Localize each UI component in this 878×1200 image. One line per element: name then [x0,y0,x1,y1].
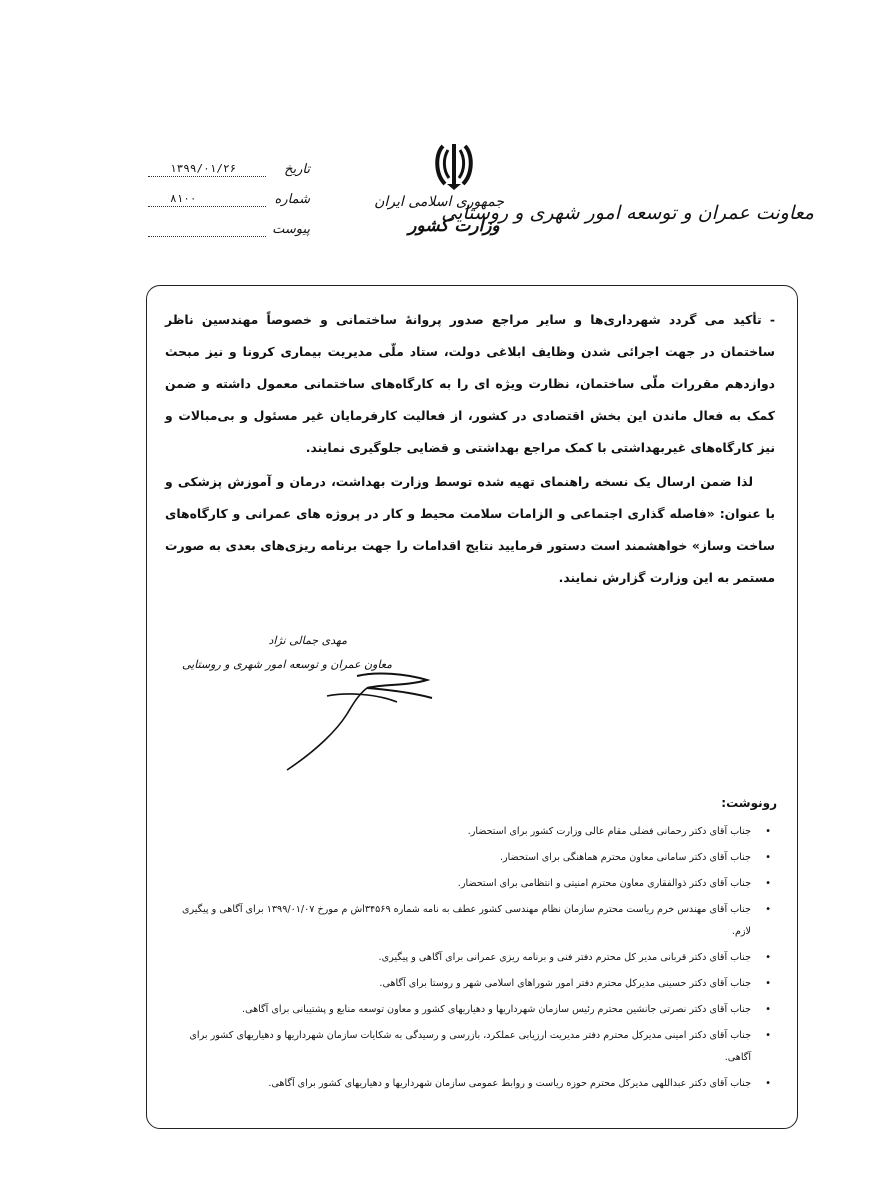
body-paragraph-2: لذا ضمن ارسال یک نسخه راهنمای تهیه شده توسط وزارت بهداشت، درمان و آموزش پزشکی و با عنوان: «فاصله گذاری اجتماعی و الزامات سلامت محیط و کار در پروژه های عمرانی و کارگاه‌های ساخت وساز» خواهشمند است دستور فرمایید نتایج اقدامات را جهت برنامه ریزی‌های بعدی به صورت مستمر به این وزارت گزارش نمایند. [165,474,775,585]
cc-item [167,847,777,869]
attachment-label: پیوست [272,222,310,237]
cc-item [167,1073,777,1095]
iran-emblem-icon [431,140,477,192]
cc-item [167,873,777,895]
cc-heading: رونوشت: [721,796,777,810]
cc-item-text: جناب آقای دکتر سامانی معاون محترم هماهنگی برای استحضار. [499,852,751,863]
bullet-icon: • [765,1078,771,1089]
letterhead [0,140,878,280]
number-row [140,192,310,222]
date-row [140,162,310,192]
cc-item [167,999,777,1021]
letter-body-frame [146,285,798,1129]
attachment-dots [148,236,266,237]
attachment-row [140,222,310,252]
republic-name: جمهوری اسلامی ایران [374,194,504,210]
bullet-icon: • [765,1004,771,1015]
signatory-name: مهدی جمالی نژاد [268,634,347,647]
number-dots [148,206,266,207]
cc-list [167,821,777,1099]
date-label: تاریخ [284,162,310,177]
cc-item-text: جناب آقای مهندس خرم ریاست محترم سازمان نظام مهندسی کشور عطف به نامه شماره ۳۴۵۶۹اش م مورخ ۱۳۹۹/۰۱/۰۷ برای آگاهی و پیگیری لازم. [181,904,751,937]
cc-item-text: جناب آقای دکتر قربانی مدیر کل محترم دفتر فنی و برنامه ریزی عمرانی برای آگاهی و پیگیری. [378,952,751,963]
cc-item [167,821,777,843]
cc-item-text: جناب آقای دکتر ذوالفقاری معاون محترم امنیتی و انتظامی برای استحضار. [457,878,751,889]
cc-item-text: جناب آقای دکتر نصرتی جانشین محترم رئیس سازمان شهرداریها و دهیاریهای کشور و معاون توسعه منابع و پشتیبانی برای آگاهی. [242,1004,751,1015]
emblem-block [374,140,504,236]
bullet-icon: • [765,952,771,963]
handwritten-signature-icon [207,666,467,786]
bullet-icon: • [765,826,771,837]
date-value: ۱۳۹۹/۰۱/۲۶ [170,162,237,175]
cc-item-text: جناب آقای دکتر امینی مدیرکل محترم دفتر مدیریت ارزیابی عملکرد، بازرسی و رسیدگی به شکایات سازمان شهرداریها و دهیاریهای کشور برای آگاهی. [189,1030,751,1063]
date-dots [148,176,266,177]
cc-item [167,973,777,995]
bullet-icon: • [765,852,771,863]
bullet-icon: • [765,904,771,915]
cc-item-text: جناب آقای دکتر رحمانی فضلی مقام عالی وزارت کشور برای استحضار. [467,826,751,837]
signatory-title: معاون عمران و توسعه امور شهری و روستایی [182,658,392,671]
number-label: شماره [274,192,310,207]
deputy-title: معاونت عمران و توسعه امور شهری و روستایی [441,202,814,224]
ministry-name: وزارت کشور [408,216,500,236]
number-value: ۸۱۰۰ [170,192,197,205]
cc-item [167,947,777,969]
bullet-icon: • [765,878,771,889]
body-paragraph-1: - تأکید می گردد شهرداری‌ها و سایر مراجع صدور پروانهٔ ساختمانی و خصوصاً مهندسین ناظر ساختمان در جهت اجرائی شدن وظایف ابلاغی دولت، ستاد ملّی مدیریت بیماری کرونا و نیز مبحث دوازدهم مقررات ملّی ساختمان، نظارت ویژه ای را به کارگاه‌های ساختمانی معمول داشته و ضمن کمک به فعال ماندن این بخش اقتصادی در کشور، از فعالیت کارفرمایان غیر مسئول و بی‌مبالات و نیز کارگاه‌های غیربهداشتی با کمک مراجع بهداشتی و قضایی جلوگیری نمایند. [165,312,775,455]
cc-item [167,899,777,943]
cc-item [167,1025,777,1069]
cc-item-text: جناب آقای دکتر عبداللهی مدیرکل محترم حوزه ریاست و روابط عمومی سازمان شهرداریها و دهیاریهای کشور برای آگاهی. [268,1078,751,1089]
bullet-icon: • [765,978,771,989]
letter-meta [140,162,310,252]
bullet-icon: • [765,1030,771,1041]
cc-item-text: جناب آقای دکتر حسینی مدیرکل محترم دفتر امور شوراهای اسلامی شهر و روستا برای آگاهی. [379,978,751,989]
